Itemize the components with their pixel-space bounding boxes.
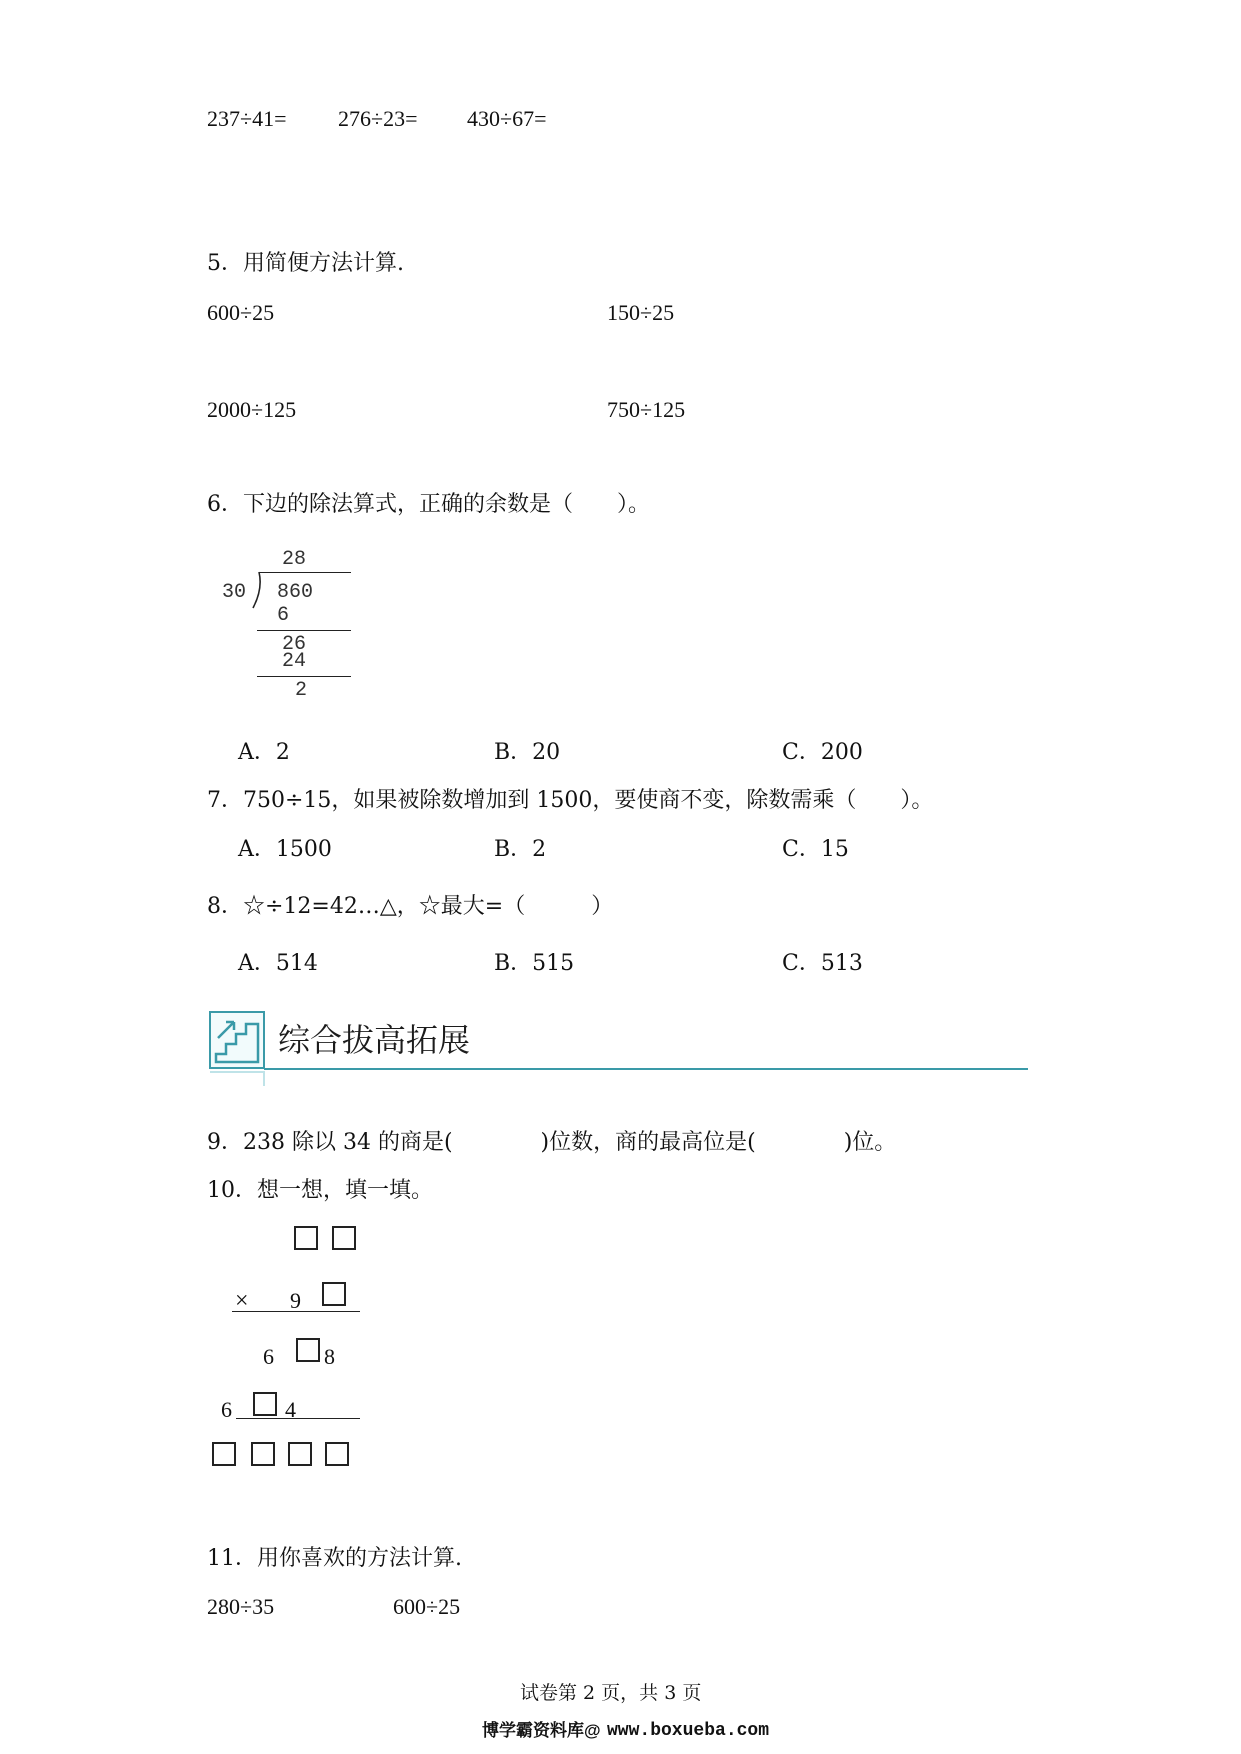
longdiv-quotient: 28 — [282, 548, 307, 571]
expr-237-41: 237÷41= — [207, 106, 287, 131]
digit-4-row4: 4 — [285, 1397, 296, 1422]
digit-6-row3: 6 — [263, 1344, 274, 1369]
question-7-title: 7．750÷15，如果被除数增加到 1500，要使商不变，除数需乘（ ）。 — [207, 788, 934, 813]
digit-box[interactable] — [294, 1226, 318, 1250]
page-number: 试卷第 2 页，共 3 页 — [520, 1682, 702, 1704]
section-header — [208, 1010, 1028, 1088]
section-title: 综合拔高拓展 — [278, 1022, 471, 1058]
digit-6-row4: 6 — [221, 1397, 232, 1422]
q7-option-c[interactable]: C．15 — [782, 837, 849, 862]
section-underline — [264, 1068, 1028, 1070]
product-bar-bottom — [236, 1418, 360, 1419]
digit-box[interactable] — [212, 1442, 236, 1466]
question-10-title: 10．想一想，填一填。 — [207, 1178, 433, 1203]
source-url[interactable]: www.boxueba.com — [607, 1721, 770, 1741]
digit-box[interactable] — [288, 1442, 312, 1466]
q5-expr-b: 150÷25 — [607, 300, 675, 325]
q6-option-c[interactable]: C．200 — [782, 740, 863, 765]
question-8-title: 8．☆÷12=42…△，☆最大=（ ） — [207, 894, 614, 919]
product-bar-top — [232, 1311, 360, 1312]
question-5-title: 5．用简便方法计算. — [207, 251, 404, 276]
digit-box[interactable] — [251, 1442, 275, 1466]
longdiv-remainder-1: 26 — [282, 633, 307, 656]
longdiv-bar-2 — [257, 676, 351, 677]
q8-option-a[interactable]: A．514 — [238, 951, 318, 976]
longdiv-bar-1 — [257, 630, 351, 631]
stairs-icon — [208, 1010, 268, 1088]
longdiv-top-bar — [259, 572, 351, 573]
longdiv-bracket — [251, 571, 265, 609]
source-label: 博学霸资料库@ — [482, 1721, 601, 1740]
question-6-title: 6．下边的除法算式，正确的余数是（ ）。 — [207, 492, 650, 517]
q5-expr-c: 2000÷125 — [207, 397, 297, 422]
q8-option-b[interactable]: B．515 — [494, 951, 575, 976]
times-sign: × — [235, 1288, 249, 1314]
expr-276-23: 276÷23= — [338, 106, 418, 131]
digit-8-row3: 8 — [324, 1344, 335, 1369]
longdiv-subtract-2: 24 — [282, 650, 307, 673]
longdiv-final-remainder: 2 — [295, 679, 308, 702]
q6-option-b[interactable]: B．20 — [494, 740, 561, 765]
q8-option-c[interactable]: C．513 — [782, 951, 863, 976]
question-9-title: 9．238 除以 34 的商是( )位数，商的最高位是( )位。 — [207, 1130, 897, 1155]
multiplication-puzzle — [208, 1222, 368, 1472]
longdiv-dividend: 860 — [277, 581, 314, 604]
expr-430-67: 430÷67= — [467, 106, 547, 131]
longdiv-subtract-1: 6 — [277, 604, 290, 627]
q5-expr-a: 600÷25 — [207, 300, 275, 325]
digit-box[interactable] — [325, 1442, 349, 1466]
digit-box[interactable] — [332, 1226, 356, 1250]
longdiv-divisor: 30 — [222, 581, 247, 604]
q11-expr-b: 600÷25 — [393, 1594, 461, 1619]
long-division-figure — [215, 548, 345, 708]
q11-expr-a: 280÷35 — [207, 1594, 275, 1619]
question-11-title: 11．用你喜欢的方法计算. — [207, 1546, 462, 1571]
q7-option-b[interactable]: B．2 — [494, 837, 547, 862]
digit-9: 9 — [290, 1288, 301, 1313]
q5-expr-d: 750÷125 — [607, 397, 686, 422]
q7-option-a[interactable]: A．1500 — [238, 837, 332, 862]
digit-box[interactable] — [322, 1282, 346, 1306]
digit-box[interactable] — [253, 1392, 277, 1416]
q6-option-a[interactable]: A．2 — [238, 740, 290, 765]
digit-box[interactable] — [296, 1338, 320, 1362]
